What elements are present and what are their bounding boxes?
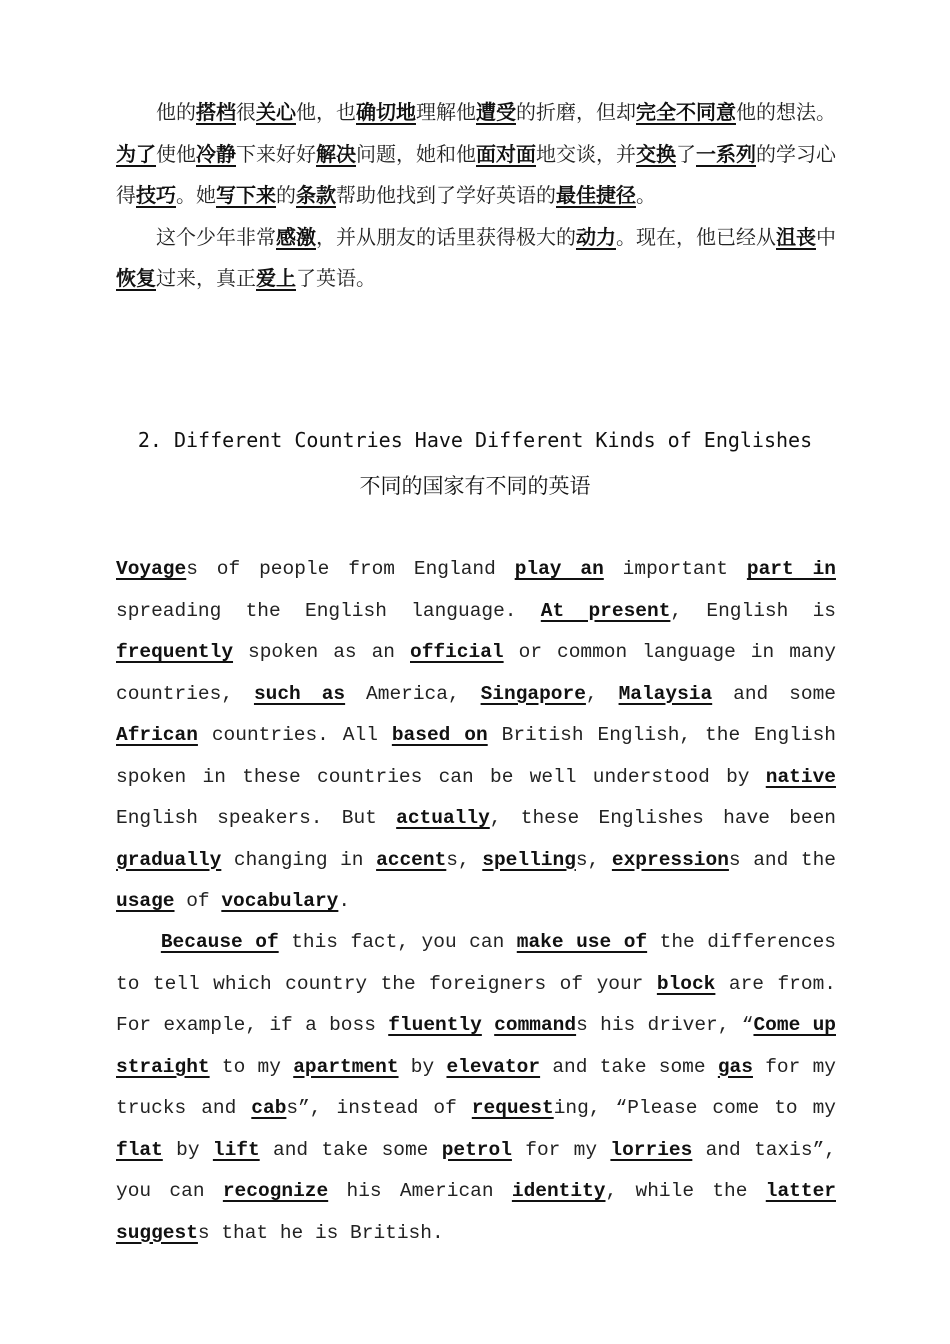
underlined-term: 技巧 bbox=[136, 183, 176, 207]
underlined-term: play an bbox=[514, 558, 604, 580]
underlined-term: elevator bbox=[446, 1055, 541, 1078]
underlined-term: petrol bbox=[441, 1138, 512, 1161]
underlined-term: native bbox=[765, 765, 836, 788]
underlined-term: flat bbox=[116, 1138, 163, 1161]
underlined-term: such as bbox=[253, 682, 346, 705]
underlined-term: part in bbox=[746, 558, 836, 580]
underlined-term: At present bbox=[540, 599, 671, 622]
underlined-term: 完全不同意 bbox=[636, 100, 736, 124]
underlined-term: 冷静 bbox=[196, 141, 236, 166]
underlined-term: gradually bbox=[116, 848, 222, 871]
underlined-term: African bbox=[116, 724, 198, 746]
underlined-term: vocabulary bbox=[221, 890, 339, 912]
underlined-term: cab bbox=[251, 1097, 287, 1119]
underlined-term: 动力 bbox=[576, 224, 616, 249]
underlined-term: actually bbox=[396, 807, 490, 829]
underlined-term: command bbox=[494, 1014, 577, 1036]
underlined-term: 确切地 bbox=[356, 100, 416, 124]
underlined-term: 关心 bbox=[256, 100, 296, 124]
section-title-chinese: 不同的国家有不同的英语 bbox=[359, 474, 591, 498]
underlined-term: fluently bbox=[388, 1014, 482, 1036]
underlined-term: usage bbox=[116, 890, 175, 912]
section-title-english: 2. Different Countries Have Different Kinds of Englishes bbox=[137, 428, 813, 452]
english-paragraph-1: Voyages of people from England play an important part in spreading the English language. At present, English is frequently spoken as an official or common language in many countries, such as America, Singapore, Malaysia and some African countries. All based on British English, the English spoken in these countries can be well understood by native English speakers. But actually, these Englishes have been gradually changing in accents, spellings, expressions and the usage of vocabulary. bbox=[116, 558, 837, 912]
underlined-term: identity bbox=[511, 1180, 606, 1202]
underlined-term: Voyage bbox=[116, 558, 187, 580]
underlined-term: Come up straight bbox=[116, 1014, 836, 1078]
underlined-term: Singapore bbox=[480, 682, 586, 705]
chinese-paragraph-1: 他的搭档很关心他，也确切地理解他遭受的折磨，但却完全不同意他的想法。为了使他冷静下来好好解决问题，她和他面对面地交谈，并交换了一系列的学习心得技巧。她写下来的条款帮助他找到了学好英语的最佳捷径。 bbox=[116, 100, 836, 207]
underlined-term: 面对面 bbox=[476, 141, 536, 166]
underlined-term: lift bbox=[212, 1138, 260, 1161]
underlined-term: 一系列 bbox=[696, 141, 756, 166]
underlined-term: 条款 bbox=[296, 183, 336, 207]
english-paragraph-2: Because of this fact, you can make use of the differences to tell which country the foreigners of your block are from. For example, if a boss fluently commands his driver, “Come up straight to my apartment by elevator and take some gas for my trucks and cabs”, instead of requesting, “Please come to my flat by lift and take some petrol for my lorries and taxis”, you can recognize his American identity, while the latter suggests that he is British. bbox=[116, 931, 836, 1244]
underlined-term: 感激 bbox=[276, 224, 316, 249]
underlined-term: official bbox=[410, 641, 504, 663]
underlined-term: 交换 bbox=[636, 141, 676, 166]
english-passage-paragraph-2 bbox=[116, 922, 836, 1254]
underlined-term: 写下来 bbox=[216, 183, 276, 207]
underlined-term: Malaysia bbox=[618, 682, 713, 705]
underlined-term: expression bbox=[611, 848, 729, 871]
underlined-term: apartment bbox=[293, 1055, 399, 1078]
underlined-term: 最佳捷径 bbox=[556, 183, 636, 207]
underlined-term: latter bbox=[765, 1180, 836, 1202]
underlined-term: accent bbox=[376, 848, 447, 871]
underlined-term: 搭档 bbox=[196, 100, 236, 124]
underlined-term: make use of bbox=[516, 931, 648, 953]
underlined-term: 恢复 bbox=[116, 266, 156, 290]
english-passage-paragraph-1 bbox=[116, 549, 836, 923]
underlined-term: request bbox=[471, 1097, 554, 1119]
underlined-term: 解决 bbox=[316, 141, 356, 166]
underlined-term: lorries bbox=[610, 1138, 693, 1161]
underlined-term: 爱上 bbox=[256, 266, 296, 290]
underlined-term: recognize bbox=[222, 1180, 329, 1202]
underlined-term: 遭受 bbox=[476, 100, 516, 124]
chinese-paragraph-2: 这个少年非常感激，并从朋友的话里获得极大的动力。现在，他已经从沮丧中恢复过来，真正爱上了英语。 bbox=[116, 224, 836, 290]
underlined-term: spelling bbox=[482, 848, 576, 871]
underlined-term: 沮丧 bbox=[776, 224, 816, 249]
underlined-term: suggest bbox=[116, 1221, 198, 1244]
chinese-passage bbox=[116, 92, 836, 300]
underlined-term: 为了 bbox=[116, 141, 156, 166]
underlined-term: block bbox=[656, 972, 716, 995]
underlined-term: based on bbox=[391, 724, 488, 746]
underlined-term: frequently bbox=[116, 641, 234, 663]
underlined-term: Because of bbox=[160, 931, 279, 953]
underlined-term: gas bbox=[717, 1055, 753, 1078]
